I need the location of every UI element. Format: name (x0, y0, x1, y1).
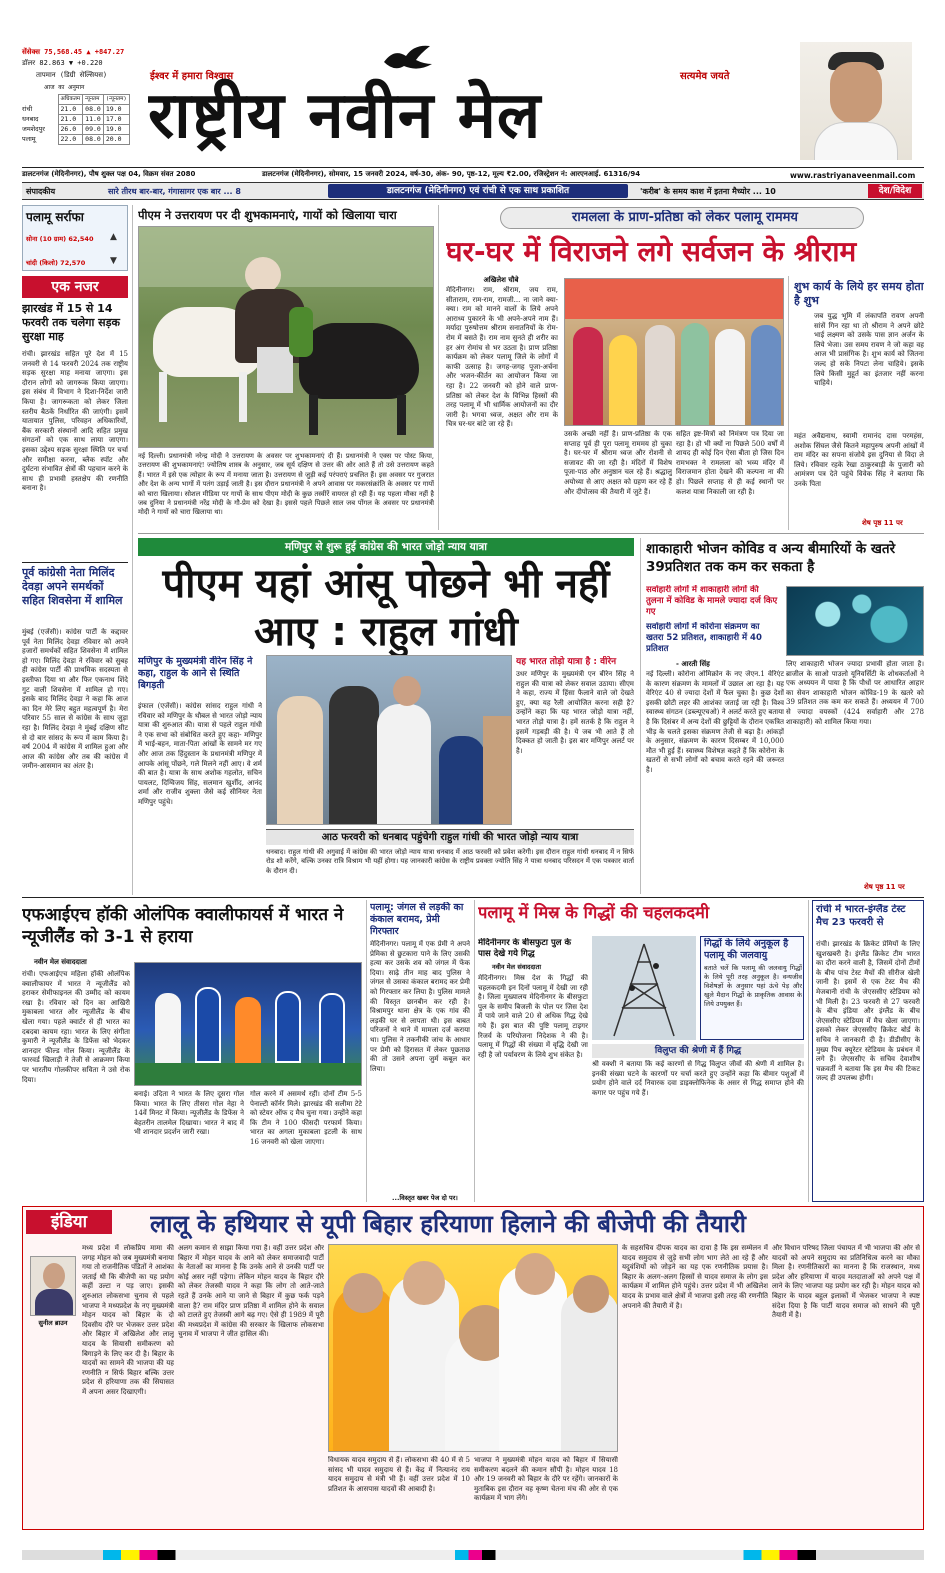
ram-side-body: जब युद्ध भूमि में लंकापति रावण अपनी सांसें गिन रहा था तो श्रीराम ने अपने छोटे भाई लक्ष्मण को उसके पास ज्ञान अर्जन के लिये भेजा। उस समय रावण ने जो कहा वह आज भी प्रासंगिक है। शुभ कार्य को जितना जल्द हो सके निपटा लेना चाहिये। इसके लिये किसी मुहूर्त का इंतजार नहीं करना चाहिये। (814, 312, 924, 388)
india-photo-caption: विधायक यादव समुदाय से हैं। लोकसभा की 40 में से 5 सांसद भी यादव समुदाय से हैं। केंद्र में नित्यानंद राय यादव समुदाय से मंत्री भी हैं। वहीं उत्तर प्रदेश में 10 प्रतिशत के आसपास यादवों की आबादी है। (328, 1456, 470, 1493)
col-min: न्यूनतम (83, 95, 104, 105)
road-safety-body: रांची। झारखंड सहित पूरे देश में 15 जनवरी से 14 फरवरी 2024 तक राष्ट्रीय सड़क सुरक्षा माह मनाया जाएगा। इस दौरान लोगों को जागरूक किया जाएगा। इस संबंध में विभाग ने दिशा-निर्देश जारी किया है। जागरूकता को लेकर जिला स्तरीय बैठकें निर्धारित की जाएंगी। इसमें यातायात पुलिस, परिवहन अधिकारियों, बैंक सरकारी संस्थानों आदि सहित प्रमुख संगठनों को एक साथ लाया जाएगा। इसका उद्देश्य सड़क सुरक्षा स्थिति पर चर्चा और समीक्षा करना, ब्लैक स्पॉट और दुर्घटना संभावित क्षेत्रों की पहचान करने के साथ ही प्रभावी हस्तक्षेप की रणनीति बनाना है। (22, 350, 128, 493)
rahul-photo (266, 655, 512, 825)
ram-body-2: उसके अच्छी नहीं है। प्राण-प्रतिष्ठा के एक सप्ताह पूर्व ही पूरा पलामू राममय हो चुका है। घर-घर में श्रीराम ध्वज और रोशनी से सजावट की जा रही है। मंदिरों में विशेष पूजा-पाठ और अनुष्ठान चल रहे हैं। श्रद्धालु अयोध्या से आए अक्षत को ग्रहण कर रहे हैं और दीपोत्सव की तैयारी में जुटे हैं। (564, 430, 672, 496)
tower-photo (592, 936, 696, 1040)
sensex-line: सेंसेक्स 75,568.45 ▲ +847.27 (22, 48, 125, 56)
temp: 22.0 (58, 135, 83, 145)
dateline-left: डालटनगंज (मेदिनीनगर), पौष शुक्ल पक्ष 04, विक्रम संवत 2080 (22, 170, 196, 178)
cricket-headline[interactable]: रांची में भारत-इंग्लैंड टेस्ट मैच 23 फरवरी से (816, 904, 906, 928)
ram-body-3: सहित इष्ट-मित्रों को निमंत्रण पत्र दिया जा रहा है। हो भी क्यों ना पिछले 500 वर्षों में शायद ही कोई दिन ऐसा बीता हो जिस दिन रामभक्त ने रामलला को भव्य मंदिर में विराजमान होता देखने की कल्पना ना की हो। पिछले सप्ताह से ही कई स्थानों पर कलश यात्रा निकाली जा रही है। (676, 430, 784, 496)
temp: 26.0 (58, 125, 83, 135)
india-col2: अलग कमान से साझा किया गया है। वहीं उत्तर प्रदेश और बिहार में मोहन यादव के आने को लेकर समाजवादी पार्टी के नेताओं का मानना है कि उनके आने से उनकी पार्टी पर कोई असर नहीं पड़ेगा। लेकिन मोहन यादव के बिहार दौरे को लेकर तेजस्वी यादव ने कहा कि लोग तो आते-जाते रहते हैं उनके आने या जाने से बिहार में कुछ फर्क पड़ने वाला है? राम मंदिर प्राण प्रतिष्ठा में शामिल होने के सवाल को टालते हुए तेजस्वी आगे बढ़ गए। ऐसे ही 1989 में पूरी की मध्यप्रदेश में कांग्रेस की सरकार के खिलाफ लोकसभा चुनाव में भाजपा ने जीत हासिल की। (178, 1244, 324, 1339)
temp: 19.0 (103, 105, 129, 115)
col-min2: (न्यूनतम) (103, 95, 129, 105)
dove-logo-icon (380, 42, 436, 76)
dhanbad-caption[interactable]: आठ फरवरी को धनबाद पहुंचेगी राहुल गांधी की भारत जोड़ो न्याय यात्रा (321, 832, 579, 843)
india-col5: और विधान परिषद जिला पंचायत में भी भाजपा की ओर से यादवों को अपने समुदाय का प्रतिनिधित्व करने का मौका मिला है। रणनीतिकारों का मानना है कि राजस्थान, मध्य प्रदेश और हरियाणा में यादव मतदाताओं को अपने पक्ष में लाने के लिए भाजपा यह प्रयोग कर रही है। मोहन यादव को बिहार के यादव बहुल इलाकों में भेजकर भाजपा ने स्पष्ट संदेश दिया है कि पार्टी यादव समाज को साधने की पूरी तैयारी में है। (772, 1244, 920, 1320)
ram-headline[interactable]: घर-घर में विराजने लगे सर्वजन के श्रीराम (446, 235, 857, 268)
website[interactable]: www.rastriyanaveenmail.com (790, 171, 916, 180)
section-editorial[interactable]: संपादकीय (26, 187, 56, 196)
virus-image (786, 586, 924, 656)
dollar-line: डॉलर 82.863 ▼ +0.220 (22, 59, 103, 67)
vulture-subhead: मेदिनीनगर के बीसफुटा पुल के पास देखे गये गिद्ध (478, 938, 572, 959)
india-label: इंडिया (26, 1210, 112, 1234)
covid-sub-2: सर्वाहारी लोगों में कोरोना संक्रमण का खतरा 52 प्रतिशत, शाकाहारी में 40 प्रतिशत (646, 622, 762, 654)
crime-headline[interactable]: पलामू: जंगल से लड़की का कंकाल बरामद, प्रेमी गिरफ्तार (370, 902, 464, 937)
veeren-side-body: उधर मणिपुर के मुख्यमंत्री एन बीरेन सिंह ने राहुल की यात्रा को लेकर सवाल उठाया। सीएम ने कहा, राज्य में हिंसा फैलाने वाले जो देखते हुए, क्या यह रैली आयोजित करना सही है? उन्होंने कहा कि यह भारत जोड़ो यात्रा नहीं, भारत तोड़ो यात्रा है। हमें सतर्क है कि राहुल ने इसमें गड़बड़ी की है। ये जब भी आते हैं तो दिक्कत हो जाती है। इस बार मणिपुर अलर्ट पर है। (516, 670, 634, 755)
veeren-side-headline[interactable]: यह भारत तोड़ो यात्रा है : वीरेन (516, 657, 617, 667)
india-photo-caption-2: भाजपा ने मुख्यमंत्री मोहन यादव को बिहार में सियासी समीकरण बदलने की कमान सौंपी है। मोहन यादव 18 और 19 जनवरी को बिहार के दौरे पर रहेंगे। जानकारों के मुताबिक इस दौरान वह कृष्ण चेतना मंच की ओर से एक कार्यक्रम में भाग लेंगे। (474, 1456, 618, 1503)
hockey-body-3: गोल करने में असमर्थ रहीं। दोनों टीम 5-5 पेनाल्टी कॉर्नर मिले। झारखंड की सलीमा टेटे को स्टेयर ऑफ द मैच चुना गया। उन्होंने कहा कि टीम ने 100 फीसदी परफार्म किया। भारत का अगला मुकाबला इटली के साथ 16 जनवरी को खेला जाएगा। (250, 1090, 362, 1146)
tagline-left: ईश्वर में हमारा विश्वास (150, 71, 234, 82)
dateline-right: डालटनगंज (मेदिनीनगर), सोमवार, 15 जनवरी 2024, वर्ष-30, अंक- 90, पृष्ठ-12, मूल्य ₹2.00, रजिस्ट्रेशन नं: आरएनआई. 61316/94 (262, 170, 641, 178)
ram-side-body-2: महंत अवैद्यनाथ, स्वामी रामानंद दास परमहंस, अशोक सिंघल जैसे कितने महापुरुष अपनी आंखों में राम मंदिर का सपना संजोये इस दुनिया से विदा ले लिये। रविवार रहके रेखा ठाकुरबाड़ी के पुजारी को आमंत्रण पत्र देते पहुंचे विवेक सिंह ने बताया कि उनके पिता (794, 432, 924, 488)
hockey-body: रांची। एफआईएच महिला हॉकी ओलंपिक क्वालीफायर में भारत ने न्यूजीलैंड को हराकर सेमीफाइनल की उम्मीद को कायम रखा है। रविवार को दिन का आखिरी मुकाबला भारत और न्यूजीलैंड के बीच खेला गया। पहले क्वार्टर से ही भारत का दबदबा कायम रहा। भारत के लिए संगीता कुमारी ने न्यूजीलैंड के डिफेंस को भेदकर शानदार फील्ड गोल किया। न्यूजीलैंड के फारवर्ड खिलाड़ी ने तेजी से आक्रमण किया पर भारतीय गोलकीपर सविता ने उसे रोक दिया। (22, 970, 130, 1084)
city: धनबाद (22, 115, 39, 123)
leaders-photo (328, 1244, 618, 1452)
ram-strap-text: रामलला के प्राण-प्रतिष्ठा को लेकर पलामू राममय (572, 210, 798, 225)
dhanbad-body: धनबाद। राहुल गांधी की अगुवाई में कांग्रेस की भारत जोड़ो न्याय यात्रा धनबाद में आठ फरवरी को प्रवेश करेगी। इस दौरान राहुल गांधी धनबाद में न सिर्फ रोड शो करेंगे, बल्कि उनका रात्रि विश्राम भी यहीं होगा। यह जानकारी कांग्रेस के राष्ट्रीय प्रवक्ता ज्योति सिंह ने यात्रा धनबाद परिसदन में एक पत्रकार वार्ता के दौरान दी। (266, 848, 634, 875)
temp-label: तापमान (डिग्री सेल्सियस) (36, 71, 108, 79)
silver-price: चांदी (किलो) 72,570 (26, 259, 86, 267)
modi-headline[interactable]: पीएम ने उत्तरायण पर दी शुभकामनाएं, गायों को खिलाया चारा (138, 208, 397, 222)
india-col1: मध्य प्रदेश में लोकप्रिय मामा की जगह मोहन को जब मुख्यमंत्री बनाया गया तो राजनीतिक पंडितों ने आशंका जताई थी कि बीजेपी का यह प्रयोग कहीं उल्टा न पड़ जाए। इसकी शुरुआत लोकसभा चुनाव से पहले भाजपा ने मध्यप्रदेश के नए मुख्यमंत्री मोहन यादव को बिहार के दो दिवसीय दौरे पर भेजकर उत्तर प्रदेश और बिहार में अखिलेश और लालू यादव के सियासी समीकरण को बिगाड़ने के लिए कर दी है। बिहार के यादवों का सामने की भाजपा की यह रणनीति न सिर्फ बिहार बल्कि उत्तर प्रदेश से हरियाणा तक की सियासत में अपना असर दिखाएगी। (82, 1244, 174, 1396)
covid-body: नई दिल्ली। कोरोना ओमिक्रोन के नए जेएन.1 वेरिएंट के कारण संक्रमण के मामलों में उछाल आ रहा है। यह वेरिएंट 40 से ज्यादा देशों में फैल चुका है। कुछ देशों इसकी छोटी लहर की आशंका जताई जा रही है। विश्व स्वास्थ्य संगठन (डब्ल्यूएचओ) ने अलर्ट करते हुए बताया है कि दिसंबर में अन्य देशों की छुट्टियों के दौरान एकत्रित भीड़ के चलते इसका संक्रमण तेजी से बढ़ा है। आंकड़ों के अनुसार, संक्रमण के कारण दिसम्बर में 10,000 मौत भी हुई हैं। स्वास्थ्य विशेषज्ञ कहते हैं कि कोरोना के खतरों से सभी लोगों को बचाव करते रहने की जरूरत है। (646, 670, 784, 774)
ram-continued[interactable]: शेष पृष्ठ 11 पर (862, 519, 903, 527)
crime-continued[interactable]: ...विस्तृत खबर पेज दो पर। (392, 1194, 458, 1202)
temp: 21.0 (58, 105, 83, 115)
vulture-box-2-headline[interactable]: विलुप्त की श्रेणी में हैं गिद्ध (654, 1046, 742, 1056)
col-max: अधिकतम (58, 95, 83, 105)
vulture-box-2-body: श्री वक्शी ने बताया कि कई कारणों से गिद्ध विलुप्त जीवों की श्रेणी में शामिल है। इनकी संख्या घटने के कारणों पर चर्चा करते हुए उन्होंने कहा कि बीमार पशुओं में प्रयोग होने वाले दर्द निवारक दवा डाइक्लोफिनेक के असर से गिद्ध समाप्त होने की कगार पर पहुंच गये हैं। (592, 1060, 804, 1097)
sarafa-title: पलामू सर्राफा (26, 210, 84, 224)
nyay-body: इंफाल (एजेंसी)। कांग्रेस सांसद राहुल गांधी ने रविवार को मणिपुर के थौबल से भारत जोड़ो न्याय यात्रा की शुरुआत की। यात्रा से पहले राहुल गांधी ने एक सभा को संबोधित करते हुए कहा- मणिपुर में भाई-बहन, माता-पिता आंखों के सामने मर गए और आज तक हिंदुस्तान के प्रधानमंत्री मणिपुर में आपके आंसू पोंछने, गले मिलने नहीं आए। वे शर्म की बात है। यात्रा के साथ अशोक गहलोत, सचिन पायलट, दिग्विजय सिंह, सलमान खुर्शीद, आनंद शर्मा और राजीव शुक्ला जैसे कई सीनियर नेता मणिपुर पहुंचे। (138, 702, 262, 806)
temp: 19.0 (103, 125, 129, 135)
color-registration-bar (22, 1550, 924, 1560)
vulture-byline: नवीन मेल संवाददाता (492, 963, 541, 971)
covid-body-2: लिए शाकाहारी भोजन ज्यादा प्रभावी होता जाता है। ब्राजील के साओ पाउलो यूनिवर्सिटी के शोधकर्ताओं ने एक अध्ययन में पाया है कि पौधों पर आधारित आहार का सेवन शाकाहारी भोजन कोविड-19 के खतरे को 39 प्रतिशत तक कम कर सकते हैं। अध्ययन में 700 से ज्यादा वयस्कों (424 सर्वाहारी और 278 शाकाहारी) को शामिल किया गया। (786, 660, 924, 726)
temp: 08.0 (83, 135, 104, 145)
hockey-headline[interactable]: एफआईएच हॉकी ओलंपिक क्वालीफायर्स में भारत ने न्यूजीलैंड को 3-1 से हराया (22, 905, 344, 947)
ram-body: मेदिनीनगर। राम, श्रीराम, जय राम, सीताराम, राम-राम, रामजी... ना जाने क्या-क्या। राम को मानने वालों के लिये अपने आराध्य पुकारने के भी अपने-अपने नाम हैं। मर्यादा पुरुषोत्तम श्रीराम सनातनियों के रोम-रोम में बसते हैं। राम नाम सुनते ही शरीर का हर अंग रोमांच से भर उठता है। प्राण प्रतिष्ठा कार्यक्रम को लेकर पलामू जिले के लोगों में काफी उत्साह है। जगह-जगह पूजा-अर्चना और भजन-कीर्तन का आयोजन किया जा रहा है। 22 जनवरी को होने वाले प्राण-प्रतिष्ठा को लेकर देश के विभिन्न हिस्सों की तरह पलामू में भी धार्मिक आयोजनों का दौर जारी है। भगवा ध्वज, अक्षत और राम के चित्र घर-घर बांटे जा रहे हैं। (446, 286, 558, 429)
temp: 21.0 (58, 115, 83, 125)
editor-portrait (800, 42, 912, 160)
tease-gangasagar[interactable]: सारे तीरथ बार-बार, गंगासागर एक बार ... 8 (108, 187, 241, 196)
edition-banner: डालटनगंज (मेदिनीनगर) एवं रांची से एक साथ प्रकाशित (328, 184, 628, 198)
ram-byline: अखिलेश चौबे (483, 276, 519, 284)
hockey-photo (134, 962, 362, 1086)
hockey-byline: नवीन मेल संवाददाता (34, 958, 87, 966)
temp: 20.0 (103, 135, 129, 145)
masthead-title: राष्ट्रीय नवीन मेल (148, 79, 542, 153)
deora-headline[interactable]: पूर्व कांग्रेसी नेता मिलिंद देवड़ा अपने समर्थकों सहित शिवसेना में शामिल (22, 566, 123, 607)
market-ticker (22, 48, 140, 164)
modi-body: नई दिल्ली। प्रधानमंत्री नरेन्द्र मोदी ने उत्तरायण के अवसर पर शुभकामनाएं दी हैं। प्रधानमंत्री ने एक्स पर पोस्ट किया, उत्तरायण की शुभकामनाएं! ज्योतिष शास्त्र के अनुसार, जब सूर्य दक्षिण से उत्तर की ओर आते हैं तो उसे उत्तरायण कहते हैं। भारत में इसे एक त्योहार के रूप में मनाया जाता है। उत्तरायण से जुड़ी कई परंपराएं प्रचलित हैं। इस अवसर पर गुजरात और देश के अन्य भागों में पतंग उड़ाई जाती है। इस दौरान प्रधानमंत्री ने अपने आवास पर मकरसंक्रांति के अवसर पर गायों को चारा खिलाया। सोशल मीडिया पर गायों के साथ पीएम मोदी के कुछ तस्वीरें वायरल हो रही हैं। यह पहला मौका नहीं है जब दुनिया ने प्रधानमंत्री नरेंद्र मोदी के गौ-प्रेम को देखा है। इससे पहले पिछले साल जब पोंगल के अवसर पर प्रधानमंत्री मोदी ने गायों को चारा खिलाया था। (138, 452, 434, 517)
city: जमशेदपुर (22, 125, 45, 133)
weather-row (22, 125, 129, 135)
vulture-box-body: बताते चलें कि पलामू की जलवायु गिद्धों के लिये पूरी तरह अनुकूल है। वन्यजीव विशेषज्ञों के अनुसार यहां ऊंचे पेड़ और खुले मैदान गिद्धों के प्राकृतिक आवास के लिये उपयुक्त हैं। (704, 964, 802, 1008)
ram-side-headline[interactable]: शुभ कार्य के लिये हर समय होता है शुभ (794, 280, 924, 307)
author-name: सुनील ब्राउन (38, 1319, 68, 1327)
temp: 11.0 (83, 115, 104, 125)
gold-price: सोना (10 ग्राम) 62,540 (26, 235, 94, 243)
modi-cows-photo (138, 226, 434, 448)
section-world[interactable]: देश/विदेश (868, 184, 922, 198)
nyay-strap: मणिपुर से शुरू हुई कांग्रेस की भारत जोड़ो न्याय यात्रा (284, 541, 487, 553)
covid-sub-1: सर्वाहारी लोगों में शाकाहारी लोगों की तुलना में कोविड के मामले ज्यादा दर्ज किए गए (646, 585, 778, 617)
nyay-subhead[interactable]: मणिपुर के मुख्यमंत्री वीरेन सिंह ने कहा, राहुल के आने से स्थिति बिगड़ती (138, 656, 253, 691)
deora-body: मुंबई (एजेंसी)। कांग्रेस पार्टी के कद्दावर पूर्व नेता मिलिंद देवड़ा रविवार को अपने हजारों समर्थकों सहित शिवसेना में शामिल हो गए। मिलिंद देवड़ा ने रविवार को सुबह ही कांग्रेस पार्टी की प्राथमिक सदस्यता से इस्तीफा दिया था और फिर एकनाथ शिंदे गुट वाली शिवसेना में शामिल हो गए। इसके बाद मिलिंद देवड़ा ने कहा कि आज का दिन मेरे लिए बहुत महत्वपूर्ण है। मेरा परिवार 55 साल से कांग्रेस के साथ जुड़ा रहा है। मिलिंद देवड़ा ने मुंबई दक्षिण सीट से दो बार सांसद के रूप में काम किया है। वर्ष 2004 में कांग्रेस में शामिल हुआ और आज की कांग्रेस और तब की कांग्रेस में जमीन-आसमान का अंतर है। (22, 628, 128, 771)
india-col4: के सहसचिव दीपक यादव का दावा है कि इस सम्मेलन में यादव समुदाय से जुड़े सभी लोग भाग लेते आ रहे हैं और यदुवंशियों को जोड़ने का यह एक रणनीतिक प्रयास है। बिहार के अलग-अलग हिस्सों से यादव समाज के लोग इस कार्यक्रम में शामिल होने पहुंचे। उत्तर प्रदेश में भी अखिलेश यादव के प्रभाव वाले क्षेत्रों में भाजपा इसी तरह की रणनीति अपनाने की तैयारी में है। (622, 1244, 768, 1310)
vulture-body: मेदिनीनगर। मिस्र देश के गिद्धों की चहलकदमी इन दिनों पलामू में देखी जा रही है। जिला मुख्यालय मेदिनीनगर के बीसफुटा पुल के समीप बिजली के पोल पर जिस देश में पाये जाने वाले 20 से अधिक गिद्ध देखे गये हैं। इस बात की पुष्टि पलामू टाइगर रिजर्व के परियोजना निदेशक ने की है। पलामू में गिद्धों की संख्या में वृद्धि देखी जा रही है जो पर्यावरण के लिये शुभ संकेत है। (478, 974, 588, 1059)
tease-kareeb[interactable]: 'करीब' के समय काश में इतना मैच्योर ... 10 (640, 187, 776, 196)
vulture-headline[interactable]: पलामू में मिस्र के गिद्धों की चहलकदमी (478, 903, 710, 922)
weather-table (22, 94, 130, 145)
vulture-box-headline[interactable]: गिद्धों के लिये अनुकूल है पलामू की जलवायु (704, 938, 789, 961)
weather-header (22, 95, 129, 105)
covid-byline: - आरती सिंह (676, 660, 710, 668)
covid-continued[interactable]: शेष पृष्ठ 11 पर (864, 883, 905, 891)
temp: 17.0 (103, 115, 129, 125)
nyay-headline[interactable]: पीएम यहां आंसू पोछने भी नहीं आए : राहुल गांधी (162, 561, 610, 655)
city: पलामू (22, 135, 36, 143)
covid-headline[interactable]: शाकाहारी भोजन कोविड व अन्य बीमारियों के खतरे 39प्रतिशत तक कम कर सकता है (646, 541, 896, 575)
india-headline[interactable]: लालू के हथियार से यूपी बिहार हरियाणा हिलाने की बीजेपी की तैयारी (150, 1210, 747, 1238)
ek-nazar-label: एक नजर (22, 276, 128, 298)
weather-row (22, 135, 129, 145)
weather-row (22, 105, 129, 115)
weather-row (22, 115, 129, 125)
ram-photo (564, 278, 784, 426)
tagline-right: सत्यमेव जयते (680, 71, 730, 82)
road-safety-headline[interactable]: झारखंड में 15 से 14 फरवरी तक चलेगा सड़क सुरक्षा माह (22, 302, 120, 343)
cricket-body: रांची। झारखंड के क्रिकेट प्रेमियों के लिए खुशखबरी है। इंग्लैंड क्रिकेट टीम भारत का दौरा करने वाली है, जिसमें दोनों टीमों के बीच पांच टेस्ट मैचों की सीरीज खेली जानी है। इसमें से एक टेस्ट मैच की मेजबानी रांची के जेएससीए स्टेडियम को भी मिली है। 23 फरवरी से 27 फरवरी के बीच इंडिया और इंग्लैंड के बीच जेएससीए स्टेडियम में मैच खेला जाएगा। इसको लेकर जेएससीए क्रिकेट बोर्ड के सचिव ने जानकारी दी है। डीडीसीए के मुख्य पिच क्यूरेटर स्टेडियम के प्रबंधन में लगे हैं। जेएससीए के सचिव देवाशीष चक्रवर्ती ने बताया कि इस मैच की टिकट जल्द ही उपलब्ध होगी। (816, 940, 920, 1083)
temp: 08.0 (83, 105, 104, 115)
city: रांची (22, 105, 33, 113)
trend-down-icon: ▼ (110, 256, 117, 266)
trend-up-icon: ▲ (110, 232, 117, 242)
hockey-body-2: बनाई। उदिता ने भारत के लिए दूसरा गोल किया। भारत के लिए तीसरा गोल नेहा ने 14वें मिनट में किया। न्यूजीलैंड के डिफेंस ने बेहतरीन तालमेल दिखाया। भारत ने बाद में भी शानदार प्रदर्शन जारी रखा। (134, 1090, 244, 1137)
forecast-label: आज का अनुमान (44, 84, 85, 91)
temp: 09.0 (83, 125, 104, 135)
crime-body: मेदिनीनगर। पलामू में एक प्रेमी ने अपने प्रेमिका से छुटकारा पाने के लिए उसकी हत्या कर उसके शव को जंगल में फेंक दिया। साढ़े तीन माह बाद पुलिस ने जंगल से उसका कंकाल बरामद कर प्रेमी को गिरफ्तार कर लिया है। पुलिस मामले की विस्तृत छानबीन कर रही है। विश्रामपुर थाना क्षेत्र के एक गांव की लड़की घर से लापता थी। इस बाबत परिजनों ने थाने में मामला दर्ज कराया था। पुलिस ने तकनीकी जांच के आधार पर प्रेमी को हिरासत में लेकर पूछताछ की तो उसने अपना जुर्म कबूल कर लिया। (370, 940, 470, 1073)
